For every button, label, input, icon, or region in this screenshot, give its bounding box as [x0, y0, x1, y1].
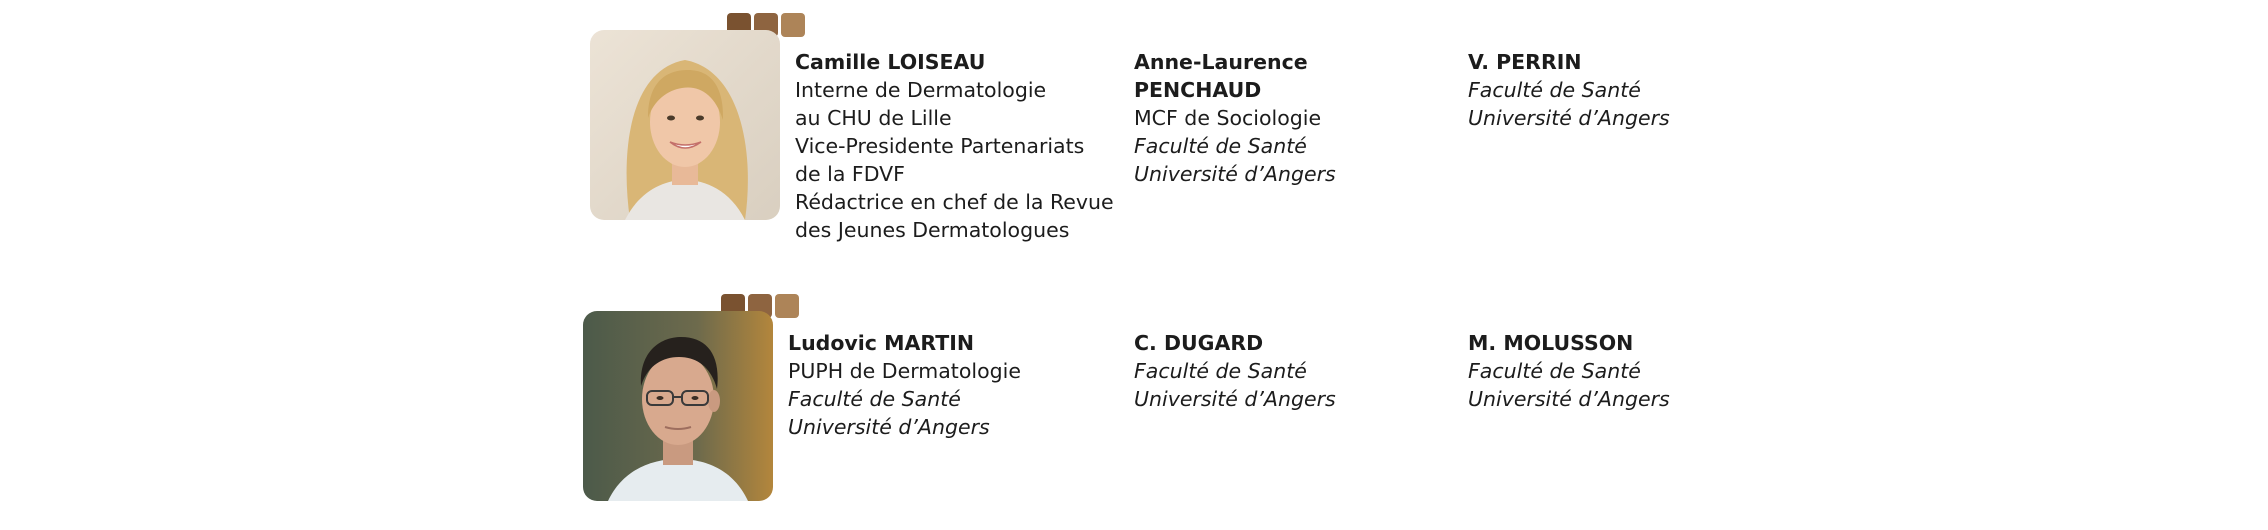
role-line: de la FDVF: [795, 162, 905, 186]
person-name: V. PERRIN: [1468, 50, 1582, 74]
institution-line: Université d’Angers: [1468, 387, 1670, 411]
profile-text-c-dugard: [1134, 329, 1336, 413]
deco-square-3: [781, 13, 805, 37]
person-name: Ludovic MARTIN: [788, 331, 974, 355]
portrait-photo-man: [583, 311, 773, 501]
institution-line: Université d’Angers: [1134, 387, 1336, 411]
person-name: M. MOLUSSON: [1468, 331, 1634, 355]
institution-line: Université d’Angers: [788, 415, 990, 439]
institution-line: Faculté de Santé: [1134, 359, 1307, 383]
institution-line: Faculté de Santé: [1468, 78, 1641, 102]
role-line: Rédactrice en chef de la Revue: [795, 190, 1114, 214]
role-line: des Jeunes Dermatologues: [795, 218, 1070, 242]
deco-square-3: [775, 294, 799, 318]
profile-text-ludovic-martin: [788, 329, 1021, 441]
institution-line: Faculté de Santé: [1468, 359, 1641, 383]
profile-text-anne-laurence-penchaud: [1134, 48, 1336, 188]
person-name: Anne-Laurence: [1134, 50, 1308, 74]
profile-text-m-molusson: [1468, 329, 1670, 413]
person-name: PENCHAUD: [1134, 78, 1262, 102]
role-line: Interne de Dermatologie: [795, 78, 1047, 102]
role-line: PUPH de Dermatologie: [788, 359, 1021, 383]
institution-line: Université d’Angers: [1468, 106, 1670, 130]
role-line: MCF de Sociologie: [1134, 106, 1322, 130]
portrait-photo-woman: [590, 30, 780, 220]
role-line: Vice-Presidente Partenariats: [795, 134, 1085, 158]
institution-line: Faculté de Santé: [1134, 134, 1307, 158]
role-line: au CHU de Lille: [795, 106, 952, 130]
profile-text-camille-loiseau: [795, 48, 1114, 244]
person-name: Camille LOISEAU: [795, 50, 986, 74]
institution-line: Université d’Angers: [1134, 162, 1336, 186]
profile-text-v-perrin: [1468, 48, 1670, 132]
institution-line: Faculté de Santé: [788, 387, 961, 411]
person-name: C. DUGARD: [1134, 331, 1264, 355]
